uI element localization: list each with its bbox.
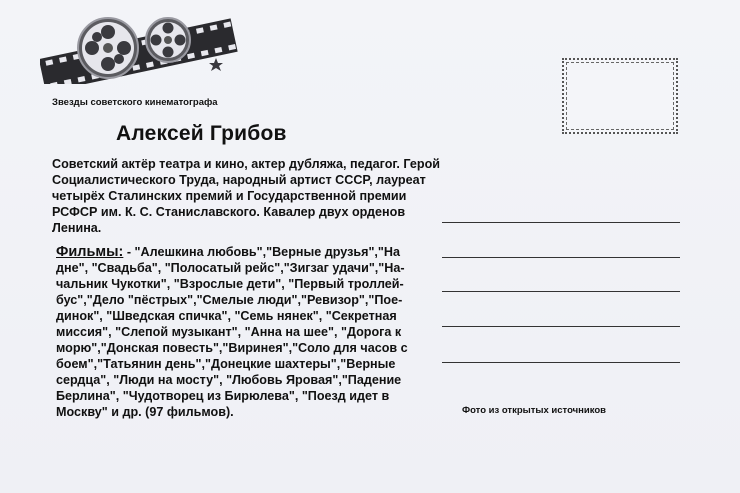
film-reels-icon bbox=[40, 14, 240, 84]
actor-name: Алексей Грибов bbox=[116, 122, 287, 145]
address-line bbox=[442, 222, 680, 223]
address-line bbox=[442, 362, 680, 363]
photo-credit: Фото из открытых источников bbox=[462, 405, 607, 416]
filmography-list: - "Алешкина любовь","Верные друзья","На дне", "Свадьба", "Полосатый рейс","Зигзаг удачи","На-чальник Чукотки", "Взрослые дети", "Первый троллей-бус","Дело "пёстрых","Смелые люди","Ревизор","Пое-динок", "Шведская спичка", "Семь нянек", "Секретная миссия", "Слепой музыкант", "Анна на шее", "Дорога к морю","Донская повесть","Виринея","Соло для часов с боем","Татьянин день","Донецкие шахтеры","Верные сердца", "Люди на мосту", "Любовь Яровая","Падение Берлина", "Чудотворец из Бирюлева", "Поезд идет в Москву" и др. (97 фильмов). bbox=[56, 245, 408, 419]
filmography bbox=[56, 244, 426, 420]
filmography-label: Фильмы: bbox=[56, 244, 124, 260]
stamp-inner-border bbox=[566, 62, 674, 130]
actor-biography: Советский актёр театра и кино, актер дубляжа, педагог. Герой Социалистического Труда, народный артист СССР, лауреат четырёх Сталинских премий и Государственной премии РСФСР им. К. С. Станиславского. Кавалер двух орденов Ленина. bbox=[52, 157, 441, 235]
address-line bbox=[442, 291, 680, 292]
stamp-placeholder-icon bbox=[562, 58, 678, 134]
series-title: Звезды советского кинематографа bbox=[52, 97, 218, 108]
address-line bbox=[442, 326, 680, 327]
address-line bbox=[442, 257, 680, 258]
